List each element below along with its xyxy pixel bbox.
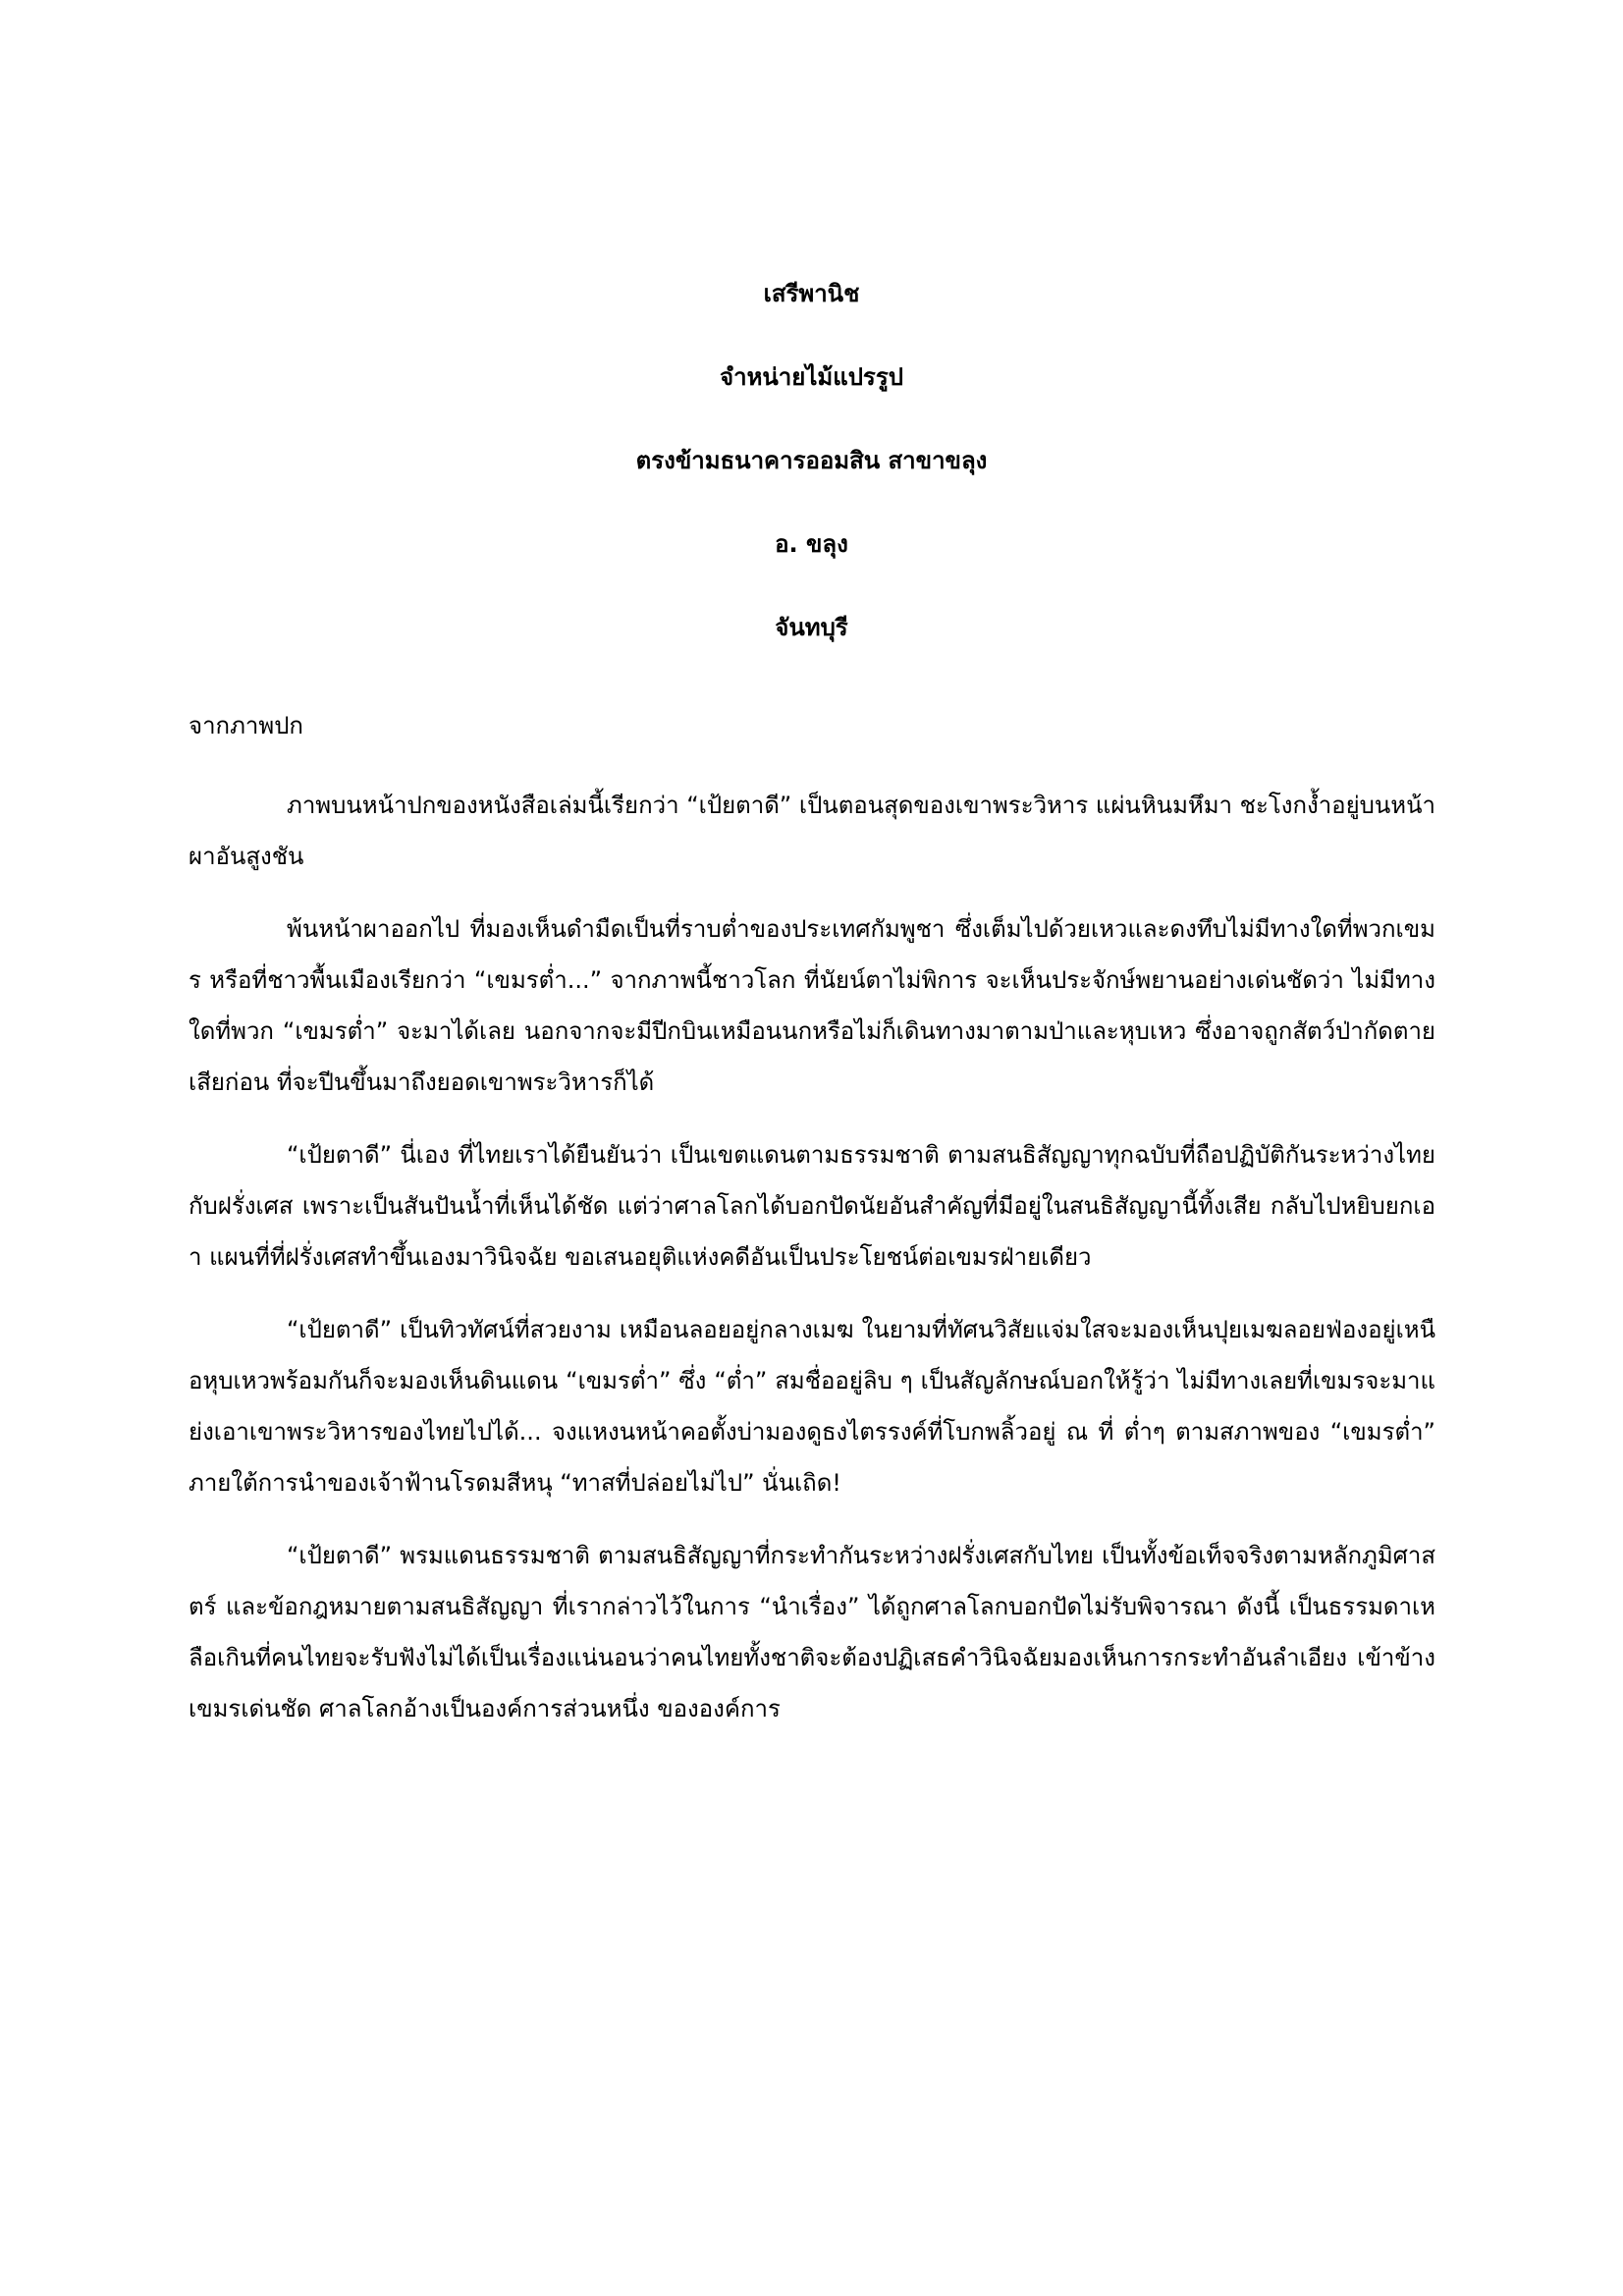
paragraph-1: ภาพบนหน้าปกของหนังสือเล่มนี้เรียกว่า “เป้ยตาดี” เป็นตอนสุดของเขาพระวิหาร แผ่นหินมหึมา ชะโงกง้ำอยู่บนหน้าผาอันสูงชัน — [189, 792, 1435, 870]
section-label: จากภาพปก — [189, 712, 303, 739]
paragraph-4: “เป้ยตาดี” เป็นทิวทัศน์ที่สวยงาม เหมือนลอยอยู่กลางเมฆ ในยามที่ทัศนวิสัยแจ่มใสจะมองเห็นปุยเมฆลอยฟ่องอยู่เหนือหุบเหวพร้อมกันก็จะมองเห็นดินแดน “เขมรต่ำ” ซึ่ง “ต่ำ” สมชื่ออยู่ลิบ ๆ เป็นสัญลักษณ์บอกให้รู้ว่า ไม่มีทางเลยที่เขมรจะมาแย่งเอาเขาพระวิหารของไทยไปได้... จงแหงนหน้าคอตั้งบ่ามองดูธงไตรรงค์ที่โบกพลิ้วอยู่ ณ ที่ ต่ำๆ ตามสภาพของ “เขมรต่ำ” ภายใต้การนำของเจ้าฟ้านโรดมสีหนุ “ทาสที่ปล่อยไม่ไป” นั่นเถิด! — [189, 1316, 1435, 1497]
paragraph-3: “เป้ยตาดี” นี่เอง ที่ไทยเราได้ยืนยันว่า เป็นเขตแดนตามธรรมชาติ ตามสนธิสัญญาทุกฉบับที่ถือปฏิบัติกันระหว่างไทยกับฝรั่งเศส เพราะเป็นสันปันน้ำที่เห็นได้ชัด แต่ว่าศาลโลกได้บอกปัดนัยอันสำคัญที่มีอยู่ในสนธิสัญญานี้ทิ้งเสีย กลับไปหยิบยกเอา แผนที่ที่ฝรั่งเศสทำขึ้นเองมาวินิจฉัย ขอเสนอยุติแห่งคดีอันเป็นประโยชน์ต่อเขมรฝ่ายเดียว — [189, 1141, 1435, 1271]
shop-name: เสรีพานิช — [763, 280, 860, 307]
paragraph-2: พ้นหน้าผาออกไป ที่มองเห็นดำมืดเป็นที่ราบต่ำของประเทศกัมพูชา ซึ่งเต็มไปด้วยเหวและดงทึบไม่มีทางใดที่พวกเขมร หรือที่ชาวพื้นเมืองเรียกว่า “เขมรต่ำ...” จากภาพนี้ชาวโลก ที่นัยน์ตาไม่พิการ จะเห็นประจักษ์พยานอย่างเด่นชัดว่า ไม่มีทางใดที่พวก “เขมรต่ำ” จะมาได้เลย นอกจากจะมีปีกบินเหมือนนกหรือไม่ก็เดินทางมาตามป่าและหุบเหว ซึ่งอาจถูกสัตว์ป่ากัดตายเสียก่อน ที่จะปีนขึ้นมาถึงยอดเขาพระวิหารก็ได้ — [189, 915, 1435, 1096]
shop-business: จำหน่ายไม้แปรรูป — [720, 363, 903, 391]
body-text — [189, 709, 1435, 1756]
shop-location: ตรงข้ามธนาคารออมสิน สาขาขลุง — [635, 447, 988, 474]
paragraph-5: “เป้ยตาดี” พรมแดนธรรมชาติ ตามสนธิสัญญาที่กระทำกันระหว่างฝรั่งเศสกับไทย เป็นทั้งข้อเท็จจริงตามหลักภูมิศาสตร์ และข้อกฎหมายตามสนธิสัญญา ที่เรากล่าวไว้ในการ “นำเรื่อง” ได้ถูกศาลโลกบอกปัดไม่รับพิจารณา ดังนี้ เป็นธรรมดาเหลือเกินที่คนไทยจะรับฟังไม่ได้เป็นเรื่องแน่นอนว่าคนไทยทั้งชาติจะต้องปฏิเสธคำวินิจฉัยมองเห็นการกระทำอันลำเอียง เข้าข้างเขมรเด่นชัด ศาลโลกอ้างเป็นองค์การส่วนหนึ่ง ขององค์การ — [189, 1542, 1435, 1722]
shop-district: อ. ขลุง — [775, 530, 848, 558]
letterhead — [0, 277, 1623, 694]
shop-province: จันทบุรี — [775, 614, 848, 641]
